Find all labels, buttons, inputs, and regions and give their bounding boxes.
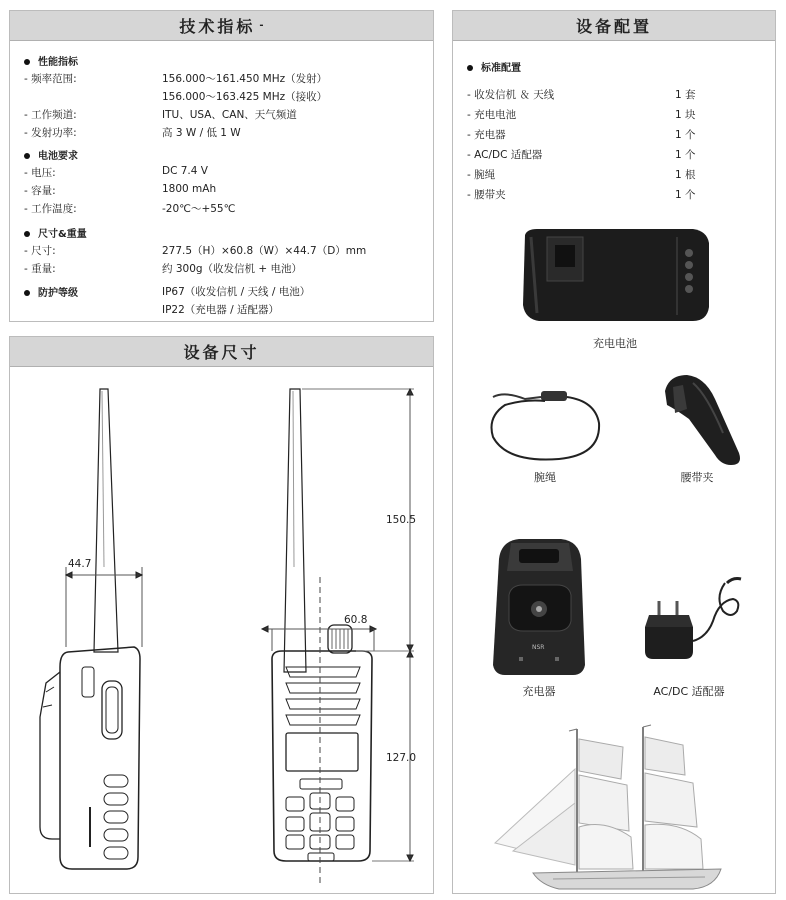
dimensions-title: 设备尺寸 <box>183 343 260 362</box>
spec-value: 约 300g（收发信机 + 电池） <box>162 263 303 275</box>
spec-label: - 电压: <box>24 167 56 179</box>
spec-label: - 频率范围: <box>24 73 77 85</box>
spec-value: ITU、USA、CAN、天气频道 <box>162 109 297 121</box>
clip-caption: 腰带夹 <box>680 471 714 484</box>
config-item-qty: 1 根 <box>675 169 696 181</box>
spec-label: - 工作频道: <box>24 109 77 121</box>
battery-caption: 充电电池 <box>593 337 637 350</box>
dimensions-panel <box>9 336 434 894</box>
spec-value: DC 7.4 V <box>162 165 208 177</box>
charger-brand-label: NSR <box>532 644 545 651</box>
ac-adapter-icon <box>637 571 749 663</box>
configuration-title: 设备配置 <box>575 17 652 36</box>
depth-dimension-label: 44.7 <box>68 558 92 570</box>
body-height-label: 127.0 <box>386 752 417 764</box>
specs-panel <box>9 10 434 322</box>
config-item-name: - 腕绳 <box>467 169 496 181</box>
spec-value: IP67（收发信机 / 天线 / 电池） <box>162 286 311 298</box>
spec-value: IP22（充电器 / 适配器） <box>162 304 280 316</box>
config-item-qty: 1 套 <box>675 89 696 101</box>
config-item-qty: 1 块 <box>675 109 696 121</box>
spec-label: - 容量: <box>24 185 56 197</box>
strap-caption: 腕绳 <box>534 471 556 484</box>
dimension-drawing <box>10 367 433 893</box>
bullet-icon <box>24 231 30 237</box>
spec-section-heading: 防护等级 <box>24 284 78 299</box>
dimensions-header <box>10 337 433 367</box>
configuration-panel <box>452 10 776 894</box>
config-item-name: - AC/DC 适配器 <box>467 149 543 161</box>
bullet-icon <box>24 290 30 296</box>
config-item-qty: 1 个 <box>675 149 696 161</box>
battery-pack-icon <box>517 227 713 325</box>
spec-value: 高 3 W / 低 1 W <box>162 127 241 139</box>
sailing-ship-icon <box>493 723 739 893</box>
spec-value: 156.000～161.450 MHz（发射） <box>162 73 328 85</box>
desktop-charger-icon <box>489 535 589 677</box>
config-heading: 标准配置 <box>467 59 521 74</box>
bullet-icon <box>467 65 473 71</box>
antenna-height-label: 150.5 <box>386 514 417 526</box>
spec-section-heading: 电池要求 <box>24 147 78 162</box>
config-item-name: - 腰带夹 <box>467 189 506 201</box>
config-item-qty: 1 个 <box>675 129 696 141</box>
spec-value: -20℃～+55℃ <box>162 203 236 215</box>
spec-value: 1800 mAh <box>162 183 217 195</box>
spec-label: - 工作温度: <box>24 203 77 215</box>
specs-title: 技术指标 <box>179 17 256 36</box>
specs-header <box>10 11 433 41</box>
specs-title-mark: - <box>259 20 264 31</box>
config-item-name: - 充电电池 <box>467 109 517 121</box>
config-item-name: - 充电器 <box>467 129 506 141</box>
specs-body <box>10 41 433 321</box>
spec-label: - 重量: <box>24 263 56 275</box>
width-dimension-label: 60.8 <box>344 614 368 626</box>
charger-caption: 充电器 <box>522 685 556 698</box>
spec-value: 156.000～163.425 MHz（接收） <box>162 91 328 103</box>
side-view-radio <box>40 389 142 869</box>
spec-section-heading: 性能指标 <box>24 53 78 68</box>
front-view-radio <box>262 389 417 887</box>
spec-value: 277.5（H）×60.8（W）×44.7（D）mm <box>162 245 367 257</box>
belt-clip-icon <box>653 369 749 469</box>
spec-label: - 发射功率: <box>24 127 77 139</box>
spec-section-heading: 尺寸&重量 <box>24 225 87 240</box>
wrist-strap-icon <box>485 371 605 467</box>
configuration-body <box>453 41 775 891</box>
config-item-name: - 收发信机 ＆ 天线 <box>467 89 555 101</box>
configuration-header <box>453 11 775 41</box>
bullet-icon <box>24 153 30 159</box>
config-item-qty: 1 个 <box>675 189 696 201</box>
spec-label: - 尺寸: <box>24 245 56 257</box>
bullet-icon <box>24 59 30 65</box>
adapter-caption: AC/DC 适配器 <box>653 685 725 698</box>
